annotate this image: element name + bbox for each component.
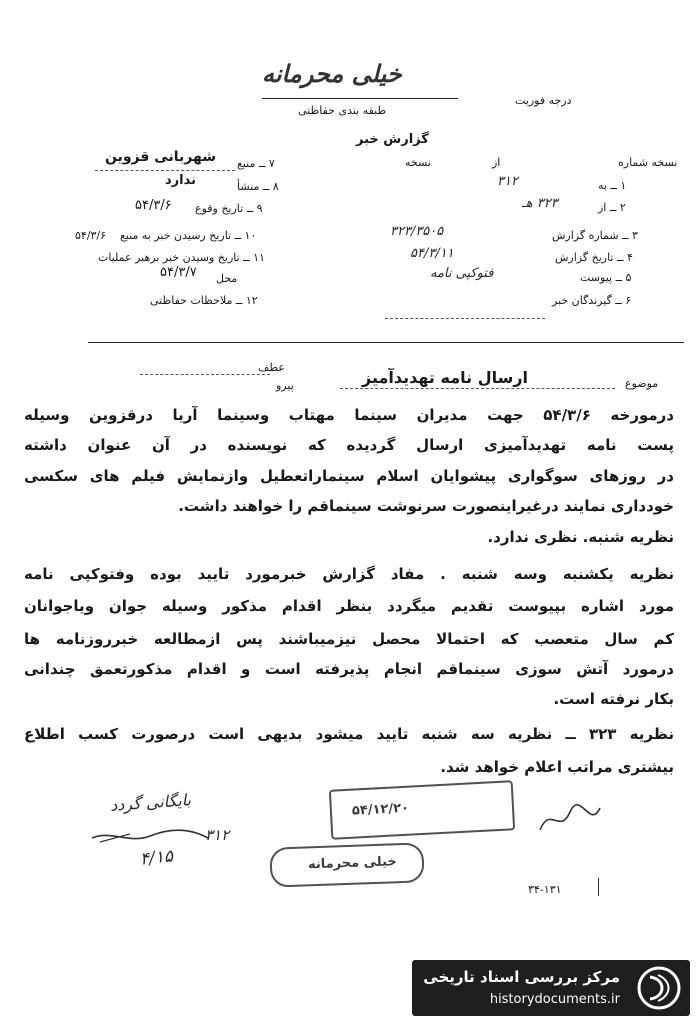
body-line: درمورخه ۵۴/۳/۶ جهت مدیران سینما مهتاب وسینما آریا درقزوین وسیله: [24, 406, 674, 424]
field-copy-number-of: از: [492, 156, 501, 169]
field-origin-value: ندارد: [165, 173, 197, 188]
report-title: گزارش خبر: [356, 132, 429, 147]
body-line: نظریه ۳۲۳ ــ نظریه سه شنبه تایید میشود بدیهی است درصورت کسب اطلاع: [24, 725, 674, 743]
body-line: در روزهای سوگواری پیشوایان اسلام سینماراتعطیل وازنمایش فیلم های سکسی: [24, 467, 674, 485]
field-ops-date-label: ۱۱ ــ تاریخ وسیدن خبر برهبر عملیات: [98, 251, 265, 264]
field-security-notes-label: ۱۲ ــ ملاحظات حفاظتی: [150, 294, 258, 307]
stamp-date: ۵۴/۱۲/۲۰: [351, 800, 410, 819]
divider: [95, 170, 235, 171]
subject-annot-bottom: پیرو: [276, 379, 294, 392]
field-recipients-label: ۶ ــ گیرندگان خبر: [552, 294, 632, 307]
logo-url: historydocuments.ir: [489, 992, 620, 1007]
field-attachment-label: ۵ ــ پیوست: [580, 271, 632, 284]
field-receive-date-value: ۵۴/۳/۶: [75, 229, 107, 242]
classification-subtitle: طبقه بندی حفاظتی: [298, 104, 387, 117]
handwritten-number: ۳۱۲: [205, 826, 230, 844]
body-line: بیشتری مراتب اعلام خواهد شد.: [440, 758, 674, 776]
body-line: کم سال متعصب که احتمالا محصل نیزمیباشند پس ازمطالعه خبرروزنامه ها: [24, 630, 674, 648]
classification-stamp: خیلی محرمانه: [262, 59, 402, 88]
bottom-reference-number: ۳۴-۱۳۱: [528, 883, 562, 896]
field-report-date-label: ۴ ــ تاریخ گزارش: [555, 251, 633, 264]
field-occur-date-value: ۵۴/۳/۶: [135, 198, 172, 213]
secret-stamp: [269, 842, 424, 887]
archive-logo: [412, 960, 690, 1016]
field-origin-label: ۸ ــ منشأ: [237, 180, 279, 193]
body-line: پست نامه تهدیدآمیزی ارسال گردیده که نویسنده در آن عنوان داشته: [24, 436, 674, 454]
signature-right-icon: [535, 800, 605, 840]
field-source-value: شهربانی قزوین: [105, 149, 216, 165]
divider: [385, 318, 545, 319]
field-attachment-value: فتوکپی نامه: [430, 266, 494, 281]
field-from-value: ۳۲۳ هـ: [522, 196, 558, 211]
field-report-number-label: ۳ ــ شماره گزارش: [552, 229, 638, 242]
subject-annot-top: عطف: [258, 361, 285, 374]
field-to-value: ۳۱۲: [497, 174, 518, 189]
body-line: نظریه شنبه. نظری ندارد.: [487, 528, 674, 546]
section-rule: [88, 342, 684, 343]
field-report-number-value: ۳۲۳/۳۵۰۵: [390, 224, 444, 239]
handwritten-archive-note: بایگانی گردد: [109, 790, 192, 815]
receipt-stamp: [329, 780, 515, 840]
field-place-label: محل: [216, 272, 238, 285]
body-line: درمورد آتش سوزی سینماقم انجام پذیرفته است و اقدام مذکورتعمق چندانی: [24, 660, 674, 678]
corner-mark: [598, 878, 599, 896]
logo-emblem-icon: [636, 965, 682, 1011]
field-source-label: ۷ ــ منبع: [237, 157, 275, 170]
priority-label: درجه فوریت: [515, 94, 572, 107]
divider: [140, 374, 270, 375]
header-rule: [262, 98, 458, 99]
body-line: نظریه یکشنبه وسه شنبه . مفاد گزارش خبرمورد تایید بوده وفتوکپی نامه: [24, 565, 674, 583]
field-from-label: ۲ ــ از: [598, 201, 626, 214]
secret-stamp-text: خیلی محرمانه: [307, 854, 398, 873]
field-copy-number-label: نسخه شماره: [618, 156, 678, 169]
field-occur-date-label: ۹ ــ تاریخ وقوع: [195, 202, 263, 215]
subject-label: موضوع: [625, 377, 659, 390]
body-line: بکار نرفته است.: [553, 690, 674, 708]
divider: [340, 388, 615, 389]
field-place-value: ۵۴/۳/۷: [160, 265, 197, 280]
field-report-date-value: ۵۴/۳/۱۱: [410, 246, 454, 261]
subject-value: ارسال نامه تهدیدآمیز: [362, 368, 529, 387]
handwritten-date: ۴/۱۵: [138, 846, 175, 870]
body-line: خودداری نمایند درغیراینصورت سرنوشت سینماقم را خواهند داشت.: [178, 497, 674, 515]
body-line: مورد اشاره بپیوست تقدیم میگردد بنظر اقدام مذکور وسیله جوان ویاجوانان: [24, 597, 674, 615]
logo-name: مرکز بررسی اسناد تاریخی: [423, 968, 620, 986]
signature-scribble-icon: [90, 820, 210, 850]
field-receive-date-label: ۱۰ ــ تاریخ رسیدن خبر به منبع: [120, 229, 257, 242]
field-copy-number-extra: نسخه: [405, 156, 431, 169]
field-to-label: ۱ ــ به: [598, 179, 627, 192]
